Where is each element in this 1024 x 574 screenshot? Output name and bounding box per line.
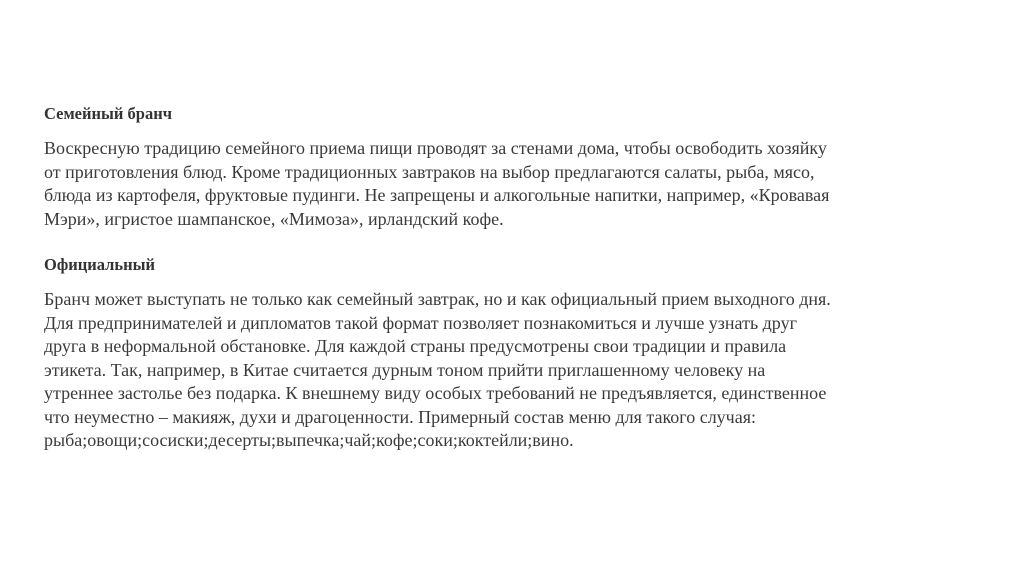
paragraph-line: блюда из картофеля, фруктовые пудинги. Не запрещены и алкогольные напитки, например, «Кровавая xyxy=(44,185,830,205)
section-paragraph xyxy=(44,288,992,453)
section-heading: Семейный бранч xyxy=(44,104,173,123)
paragraph-line: от приготовления блюд. Кроме традиционных завтраков на выбор предлагаются салаты, рыба, мясо, xyxy=(44,161,815,182)
paragraph-line: Воскресную традицию семейного приема пищи проводят за стенами дома, чтобы освободить хозяйку xyxy=(44,138,827,158)
section-official xyxy=(44,254,992,453)
paragraph-line: рыба;овощи;сосиски;десерты;выпечка;чай;кофе;соки;коктейли;вино. xyxy=(44,430,574,450)
section-heading: Официальный xyxy=(44,255,156,274)
section-family-brunch xyxy=(44,103,992,231)
section-paragraph xyxy=(44,137,992,231)
slide-content xyxy=(44,103,992,453)
paragraph-line: Мэри», игристое шампанское, «Мимоза», ирландский кофе. xyxy=(44,208,504,229)
paragraph-line: утреннее застолье без подарка. К внешнему виду особых требований не предъявляется, единственное xyxy=(44,383,827,403)
paragraph-line: Для предпринимателей и дипломатов такой формат позволяет познакомиться и лучше узнать друг xyxy=(44,312,797,333)
paragraph-line: что неуместно – макияж, духи и драгоценности. Примерный состав меню для такого случая: xyxy=(44,406,757,427)
paragraph-line: Бранч может выступать не только как семейный завтрак, но и как официальный прием выходного дня. xyxy=(44,289,831,309)
paragraph-line: друга в неформальной обстановке. Для каждой страны предусмотрены свои традиции и правила xyxy=(44,336,787,356)
paragraph-line: этикета. Так, например, в Китае считается дурным тоном прийти приглашенному человеку на xyxy=(44,359,766,380)
